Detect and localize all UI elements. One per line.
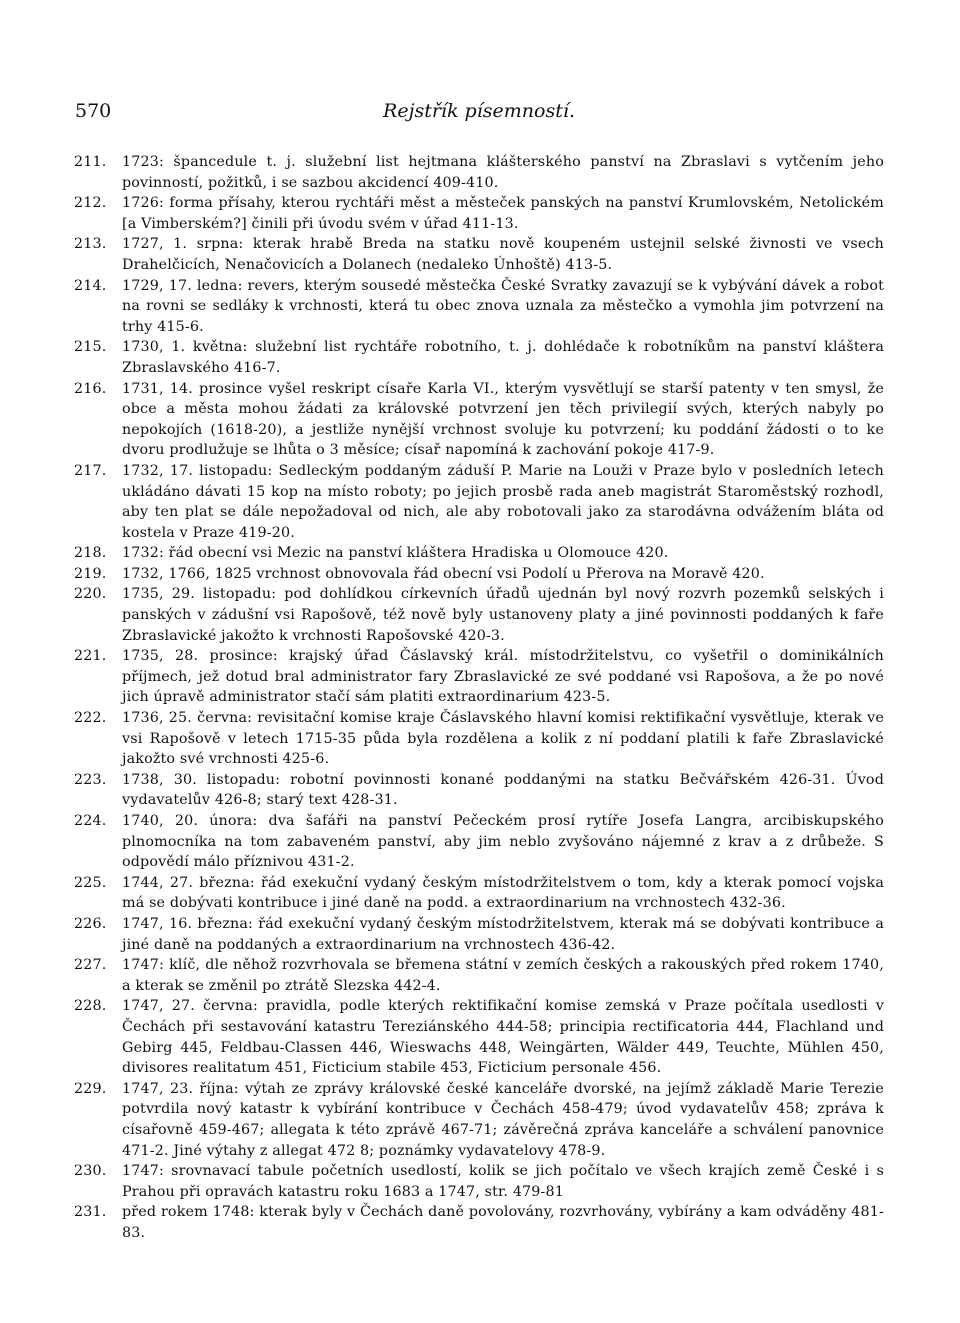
entry-number: 226.	[74, 915, 107, 932]
entry-text: před rokem 1748: kterak byly v Čechách daně povolovány, rozvrhovány, vybírány a kam odváděny 481-83.	[122, 1204, 884, 1241]
entry-text: 1732: řád obecní vsi Mezic na panství kláštera Hradiska u Olomouce 420.	[122, 545, 669, 562]
register-entry-230	[74, 1161, 884, 1202]
register-entry-224	[74, 811, 884, 873]
entry-number: 223.	[74, 771, 107, 788]
entry-text: 1727, 1. srpna: kterak hrabě Breda na statku nově koupeném ustejnil selské živnosti ve vsech Drahelčicích, Nenačovicích a Dolanech (nedaleko Únhoště) 413-5.	[122, 236, 884, 273]
entry-number: 212.	[74, 195, 107, 212]
entry-text: 1730, 1. května: služební list rychtáře robotního, t. j. dohlédače k robotníkům na panství kláštera Zbraslavského 416-7.	[122, 339, 884, 376]
register-entry-215	[74, 337, 884, 378]
entry-number: 221.	[74, 648, 107, 665]
entry-number: 227.	[74, 957, 107, 974]
entry-number: 220.	[74, 586, 107, 603]
register-entry-214	[74, 276, 884, 338]
register-entry-231	[74, 1202, 884, 1243]
register-entry-211	[74, 152, 884, 193]
entry-number: 230.	[74, 1163, 107, 1180]
entry-number: 228.	[74, 998, 107, 1015]
entry-text: 1729, 17. ledna: revers, kterým sousedé městečka České Svratky zavazují se k vybývání dávek a robot na rovni se sedláky k vrchnosti, která tu obec znova uznala za městečko a vymohla jim potvrzení na trhy 415-6.	[122, 277, 884, 335]
entry-number: 218.	[74, 545, 107, 562]
entry-text: 1732, 17. listopadu: Sedleckým poddaným záduší P. Marie na Louži v Praze bylo v posledních letech ukládáno dávati 15 kop na místo roboty; po jejich prosbě rada aneb magistrát Staroměstský rozhodl, aby ten plat se dále nepožadoval od nich, ale aby robotovali jako za starodávna odvážením bláta od kostela v Praze 419-20.	[122, 462, 884, 541]
entry-number: 215.	[74, 339, 107, 356]
entry-text: 1735, 28. prosince: krajský úřad Čáslavský král. místodržitelstvu, co vyšetřil o dominikálních příjmech, jež dotud bral administrator fary Zbraslavické ze své poddané vsi Rapošova, a že po nové jich úpravě administrator stačí sám platiti extraordinarium 423-5.	[122, 648, 884, 706]
entry-text: 1723: špancedule t. j. služební list hejtmana klášterského panství na Zbraslavi s vytčením jeho povinností, požitků, i se sazbou akcidencí 409-410.	[122, 154, 884, 191]
register-entry-213	[74, 234, 884, 275]
entry-text: 1747, 27. června: pravidla, podle kterých rektifikační komise zemská v Praze počítala usedlosti v Čechách při sestavování katastru Tereziánského 444-58; principia rectificatoria 444, Flachland und Gebirg 445, Feldbau-Classen 446, Wieswachs 448, Weingärten, Wälder 449, Teuchte, Mühlen 450, divisores realitatum 451, Ficticium stabile 453, Ficticium personale 456.	[122, 998, 884, 1077]
register-entry-226	[74, 914, 884, 955]
entry-text: 1735, 29. listopadu: pod dohlídkou církevních úřadů ujednán byl nový rozvrh pozemků selských i panských v zádušní vsi Rapošově, též nově byly ustanoveny platy a jiné povinnosti poddaných k faře Zbraslavické jakožto k vrchnosti Rapošovské 420-3.	[122, 586, 884, 644]
entry-number: 229.	[74, 1080, 107, 1097]
entry-text: 1747, 16. března: řád exekuční vydaný českým místodržitelstvem, kterak má se dobývati kontribuce a jiné daně na poddaných a extraordinarium na vrchnostech 436-42.	[122, 915, 884, 953]
register-entry-221	[74, 646, 884, 708]
register-entry-220	[74, 584, 884, 646]
entry-text: 1726: forma přísahy, kterou rychtáři měst a městeček panských na panství Krumlovském, Netolickém [a Vimberském?] činili při úvodu svém v úřad 411-13.	[122, 195, 884, 232]
entry-number: 225.	[74, 874, 107, 891]
register-entry-227	[74, 955, 884, 996]
page-number: 570	[75, 100, 112, 122]
entry-text: 1744, 27. března: řád exekuční vydaný českým místodržitelstvem o tom, kdy a kterak pomocí vojska má se dobývati kontribuce i jiné daně na podd. a extraordinarium na vrchnostech 432-36.	[122, 874, 884, 912]
register-entry-218	[74, 543, 884, 564]
register-entries	[74, 152, 884, 1243]
entry-text: 1747: klíč, dle něhož rozvrhovala se břemena státní v zemích českých a rakouských před rokem 1740, a kterak se změnil po ztrátě Slezska 442-4.	[122, 957, 884, 994]
page-header	[75, 100, 883, 130]
entry-number: 224.	[74, 813, 107, 829]
entry-text: 1736, 25. června: revisitační komise kraje Čáslavského hlavní komisi rektifikační vysvětluje, kterak ve vsi Rapošově v letech 1715-35 půda byla rozdělena a kolik z ní poddaní platili k faře Zbraslavické jakožto své vrchnosti 425-6.	[122, 710, 884, 768]
register-entry-216	[74, 379, 884, 461]
register-entry-219	[74, 564, 884, 585]
entry-number: 214.	[74, 277, 107, 294]
entry-number: 211.	[74, 154, 107, 170]
entry-number: 216.	[74, 380, 107, 397]
entry-number: 219.	[74, 565, 107, 582]
entry-text: 1747: srovnavací tabule početních usedlostí, kolik se jich počítalo ve všech krajích země České i s Prahou při opravách katastru roku 1683 a 1747, str. 479-81	[122, 1163, 884, 1200]
register-entry-223	[74, 770, 884, 811]
entry-text: 1738, 30. listopadu: robotní povinnosti konané poddanými na statku Bečvářském 426-31. Úvod vydavatelův 426-8; starý text 428-31.	[122, 771, 884, 809]
entry-number: 213.	[74, 236, 107, 253]
entry-text: 1731, 14. prosince vyšel reskript císaře Karla VI., kterým vysvětlují se starší patenty v ten smysl, že obce a města mohou žádati za královské potvrzení jen těch privilegií svých, kterých nabyly po nepokojích (1618-20), a jestliže nynější vrchnost svoluje ku potvrzení; ku poddání žádosti o to ke dvoru prodlužuje se lhůta o 3 měsíce; císař napomíná k zachování pokoje 417-9.	[122, 380, 884, 459]
entry-number: 231.	[74, 1204, 107, 1221]
register-entry-222	[74, 708, 884, 770]
entry-text: 1747, 23. října: výtah ze zprávy královské české kanceláře dvorské, na jejímž základě Marie Terezie potvrdila nový katastr k vybírání kontribuce v Čechách 458-479; úvod vydavatelův 458; zpráva k císařovně 459-467; allegata k této zprávě 467-71; závěrečná zpráva kanceláře a schválení panovnice 471-2. Jiné výtahy z allegat 472 8; poznámky vydavatelovy 478-9.	[122, 1080, 884, 1159]
entry-number: 222.	[74, 710, 107, 727]
register-entry-229	[74, 1079, 884, 1161]
register-entry-212	[74, 193, 884, 234]
entry-number: 217.	[74, 462, 107, 479]
register-entry-225	[74, 873, 884, 914]
running-title: Rejstřík písemností.	[383, 100, 575, 122]
entry-text: 1732, 1766, 1825 vrchnost obnovovala řád obecní vsi Podolí u Přerova na Moravě 420.	[122, 565, 765, 582]
register-entry-228	[74, 996, 884, 1078]
register-entry-217	[74, 461, 884, 543]
entry-text: 1740, 20. února: dva šafáři na panství Pečeckém prosí rytíře Josefa Langra, arcibiskupského plnomocníka na tom zabaveném panství, aby jim neblo zvyšováno nájemné z krav a z drůbeže. S odpovědí málo příznivou 431-2.	[122, 813, 884, 871]
